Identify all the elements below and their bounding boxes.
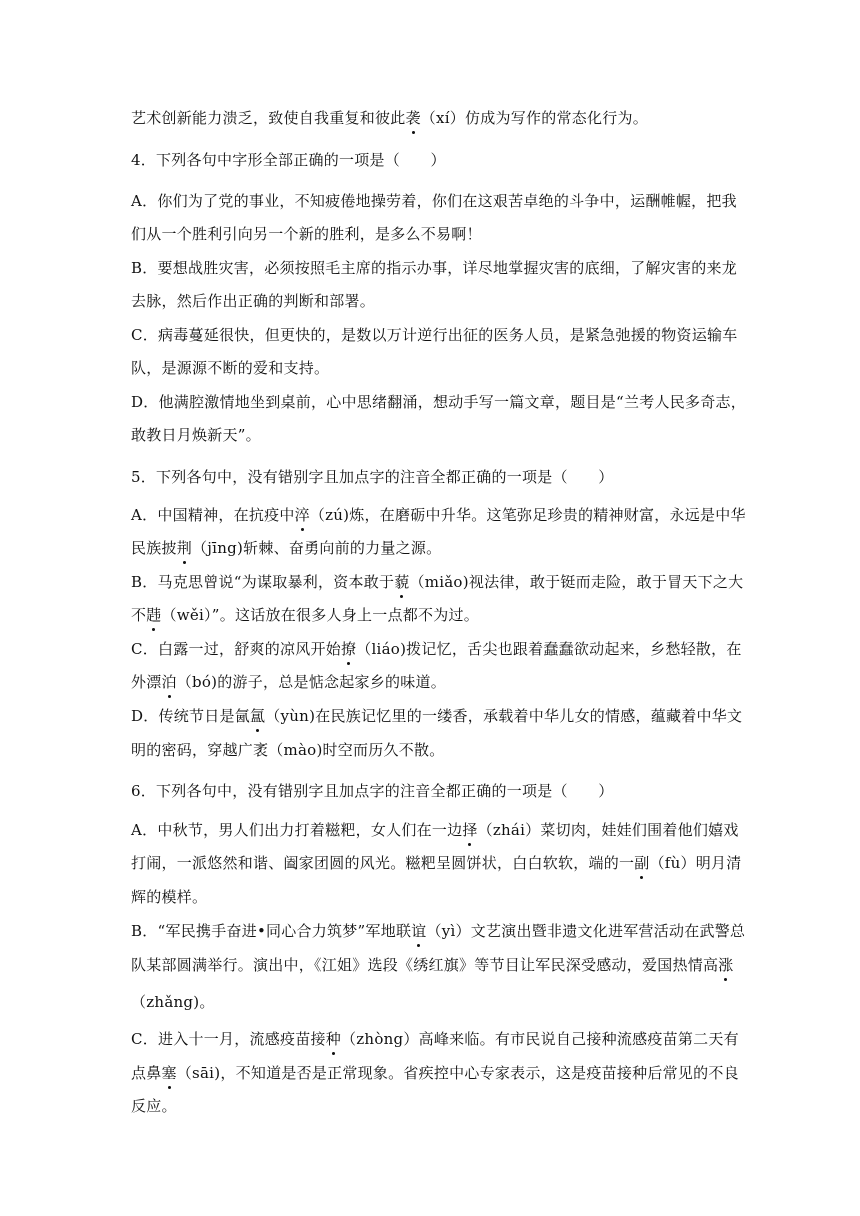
q6-option-b-line1: B．“军民携手奋进•同心合力筑梦”军地联谊（yì）文艺演出暨非遗文化进军营活动在武警总 — [131, 922, 746, 940]
dotted-char: 种 — [325, 1030, 341, 1048]
q6-option-b-line3: （zhǎng)。 — [131, 993, 215, 1011]
q4-option-b-line1: B．要想战胜灾害，必须按照毛主席的指示办事，详尽地掌握灾害的底细，了解灾害的来龙 — [131, 259, 738, 277]
q6-option-a-line3: 辉的模样。 — [131, 888, 208, 906]
q4-option-d-line1: D．他满腔激情地坐到桌前，心中思绪翻涌，想动手写一篇文章，题目是“兰考人民多奇志， — [131, 393, 746, 411]
dotted-char: 氲 — [250, 707, 266, 725]
q4-option-a-line1: A．你们为了党的事业，不知疲倦地操劳着，你们在这艰苦卓绝的斗争中，运酬帷幄，把我 — [131, 192, 737, 210]
dotted-char: 淬 — [294, 506, 310, 524]
q6-option-c-line1: C．进入十一月，流感疫苗接种（zhòng）高峰来临。有市民说自己接种流感疫苗第二天有 — [131, 1030, 739, 1048]
dotted-char: 择 — [462, 821, 478, 839]
dotted-char: 撩 — [340, 640, 357, 658]
dotted-char: 塞 — [161, 1064, 177, 1082]
q6-option-c-line3: 反应。 — [131, 1097, 177, 1115]
q4-option-b-line2: 去脉，然后作出正确的判断和部署。 — [131, 292, 376, 310]
q4-option-c-line2: 队，是源源不断的爱和支持。 — [131, 359, 330, 377]
q5-option-a-line2: 民族披荆（jīng)斩棘、奋勇向前的力量之源。 — [131, 539, 442, 557]
dotted-char: 副 — [634, 854, 650, 872]
dotted-char: 涨 — [718, 956, 734, 974]
dotted-char: 泊 — [161, 673, 177, 691]
q6-option-c-line2: 点鼻塞（sāi)，不知道是否是正常现象。省疾控中心专家表示，这是疫苗接种后常见的不良 — [131, 1064, 739, 1082]
dotted-char: 韪 — [146, 606, 162, 624]
q4-option-c-line1: C．病毒蔓延很快，但更快的，是数以万计逆行出征的医务人员，是紧急弛援的物资运输车 — [131, 326, 738, 344]
q5-option-a-line1: A．中国精神，在抗疫中淬（zú)炼，在磨砺中升华。这笔弥足珍贵的精神财富，永远是中华 — [131, 506, 746, 524]
q6-option-a-line2: 打闹，一派悠然和谐、阖家团圆的风光。糍粑呈圆饼状，白白软软，端的一副（fù）明月清 — [131, 854, 742, 872]
dotted-char: 荆 — [176, 539, 193, 557]
q5-option-b-line2: 不韪（wěi）”。这话放在很多人身上一点都不为过。 — [131, 606, 479, 624]
q4-option-d-line2: 敢教日月焕新天”。 — [131, 426, 261, 444]
q5-option-d-line1: D．传统节日是氤氲（yùn)在民族记忆里的一缕香，承载着中华儿女的情感，蕴藏着中华文 — [131, 707, 743, 725]
dotted-char: 袭 — [405, 109, 421, 127]
dotted-char: 藐 — [394, 573, 410, 591]
question-4-stem: 4．下列各句中字形全部正确的一项是（ ） — [131, 151, 446, 169]
q6-option-b-line2: 队某部圆满举行。演出中，《江姐》选段《绣红旗》等节目让军民深受感动，爱国热情高涨 — [131, 956, 734, 974]
q6-option-a-line1: A．中秋节，男人们出力打着糍粑，女人们在一边择（zhái）菜切肉，娃娃们围着他们嬉戏 — [131, 821, 739, 839]
q4-option-a-line2: 们从一个胜利引向另一个新的胜利，是多么不易啊！ — [131, 225, 482, 243]
q5-option-c-line1: C．白露一过，舒爽的凉风开始撩（liáo)拨记忆，舌尖也跟着蠢蠢欲动起来，乡愁轻散，在 — [131, 640, 742, 658]
text-line: 艺术创新能力溃乏，致使自我重复和彼此袭（xí）仿成为写作的常态化行为。 — [131, 109, 649, 127]
q5-option-b-line1: B．马克思曾说“为谋取暴利，资本敢于藐（miǎo)视法律，敢于铤而走险，敢于冒天下之大 — [131, 573, 744, 591]
q5-option-d-line2: 明的密码，穿越广袤（mào)时空而历久不散。 — [131, 741, 445, 759]
dotted-char: 谊 — [411, 922, 427, 940]
question-6-stem: 6．下列各句中，没有错别字且加点字的注音全都正确的一项是（ ） — [131, 782, 614, 800]
q5-option-c-line2: 外漂泊（bó)的游子，总是惦念起家乡的味道。 — [131, 673, 447, 691]
question-5-stem: 5．下列各句中，没有错别字且加点字的注音全都正确的一项是（ ） — [131, 468, 614, 486]
